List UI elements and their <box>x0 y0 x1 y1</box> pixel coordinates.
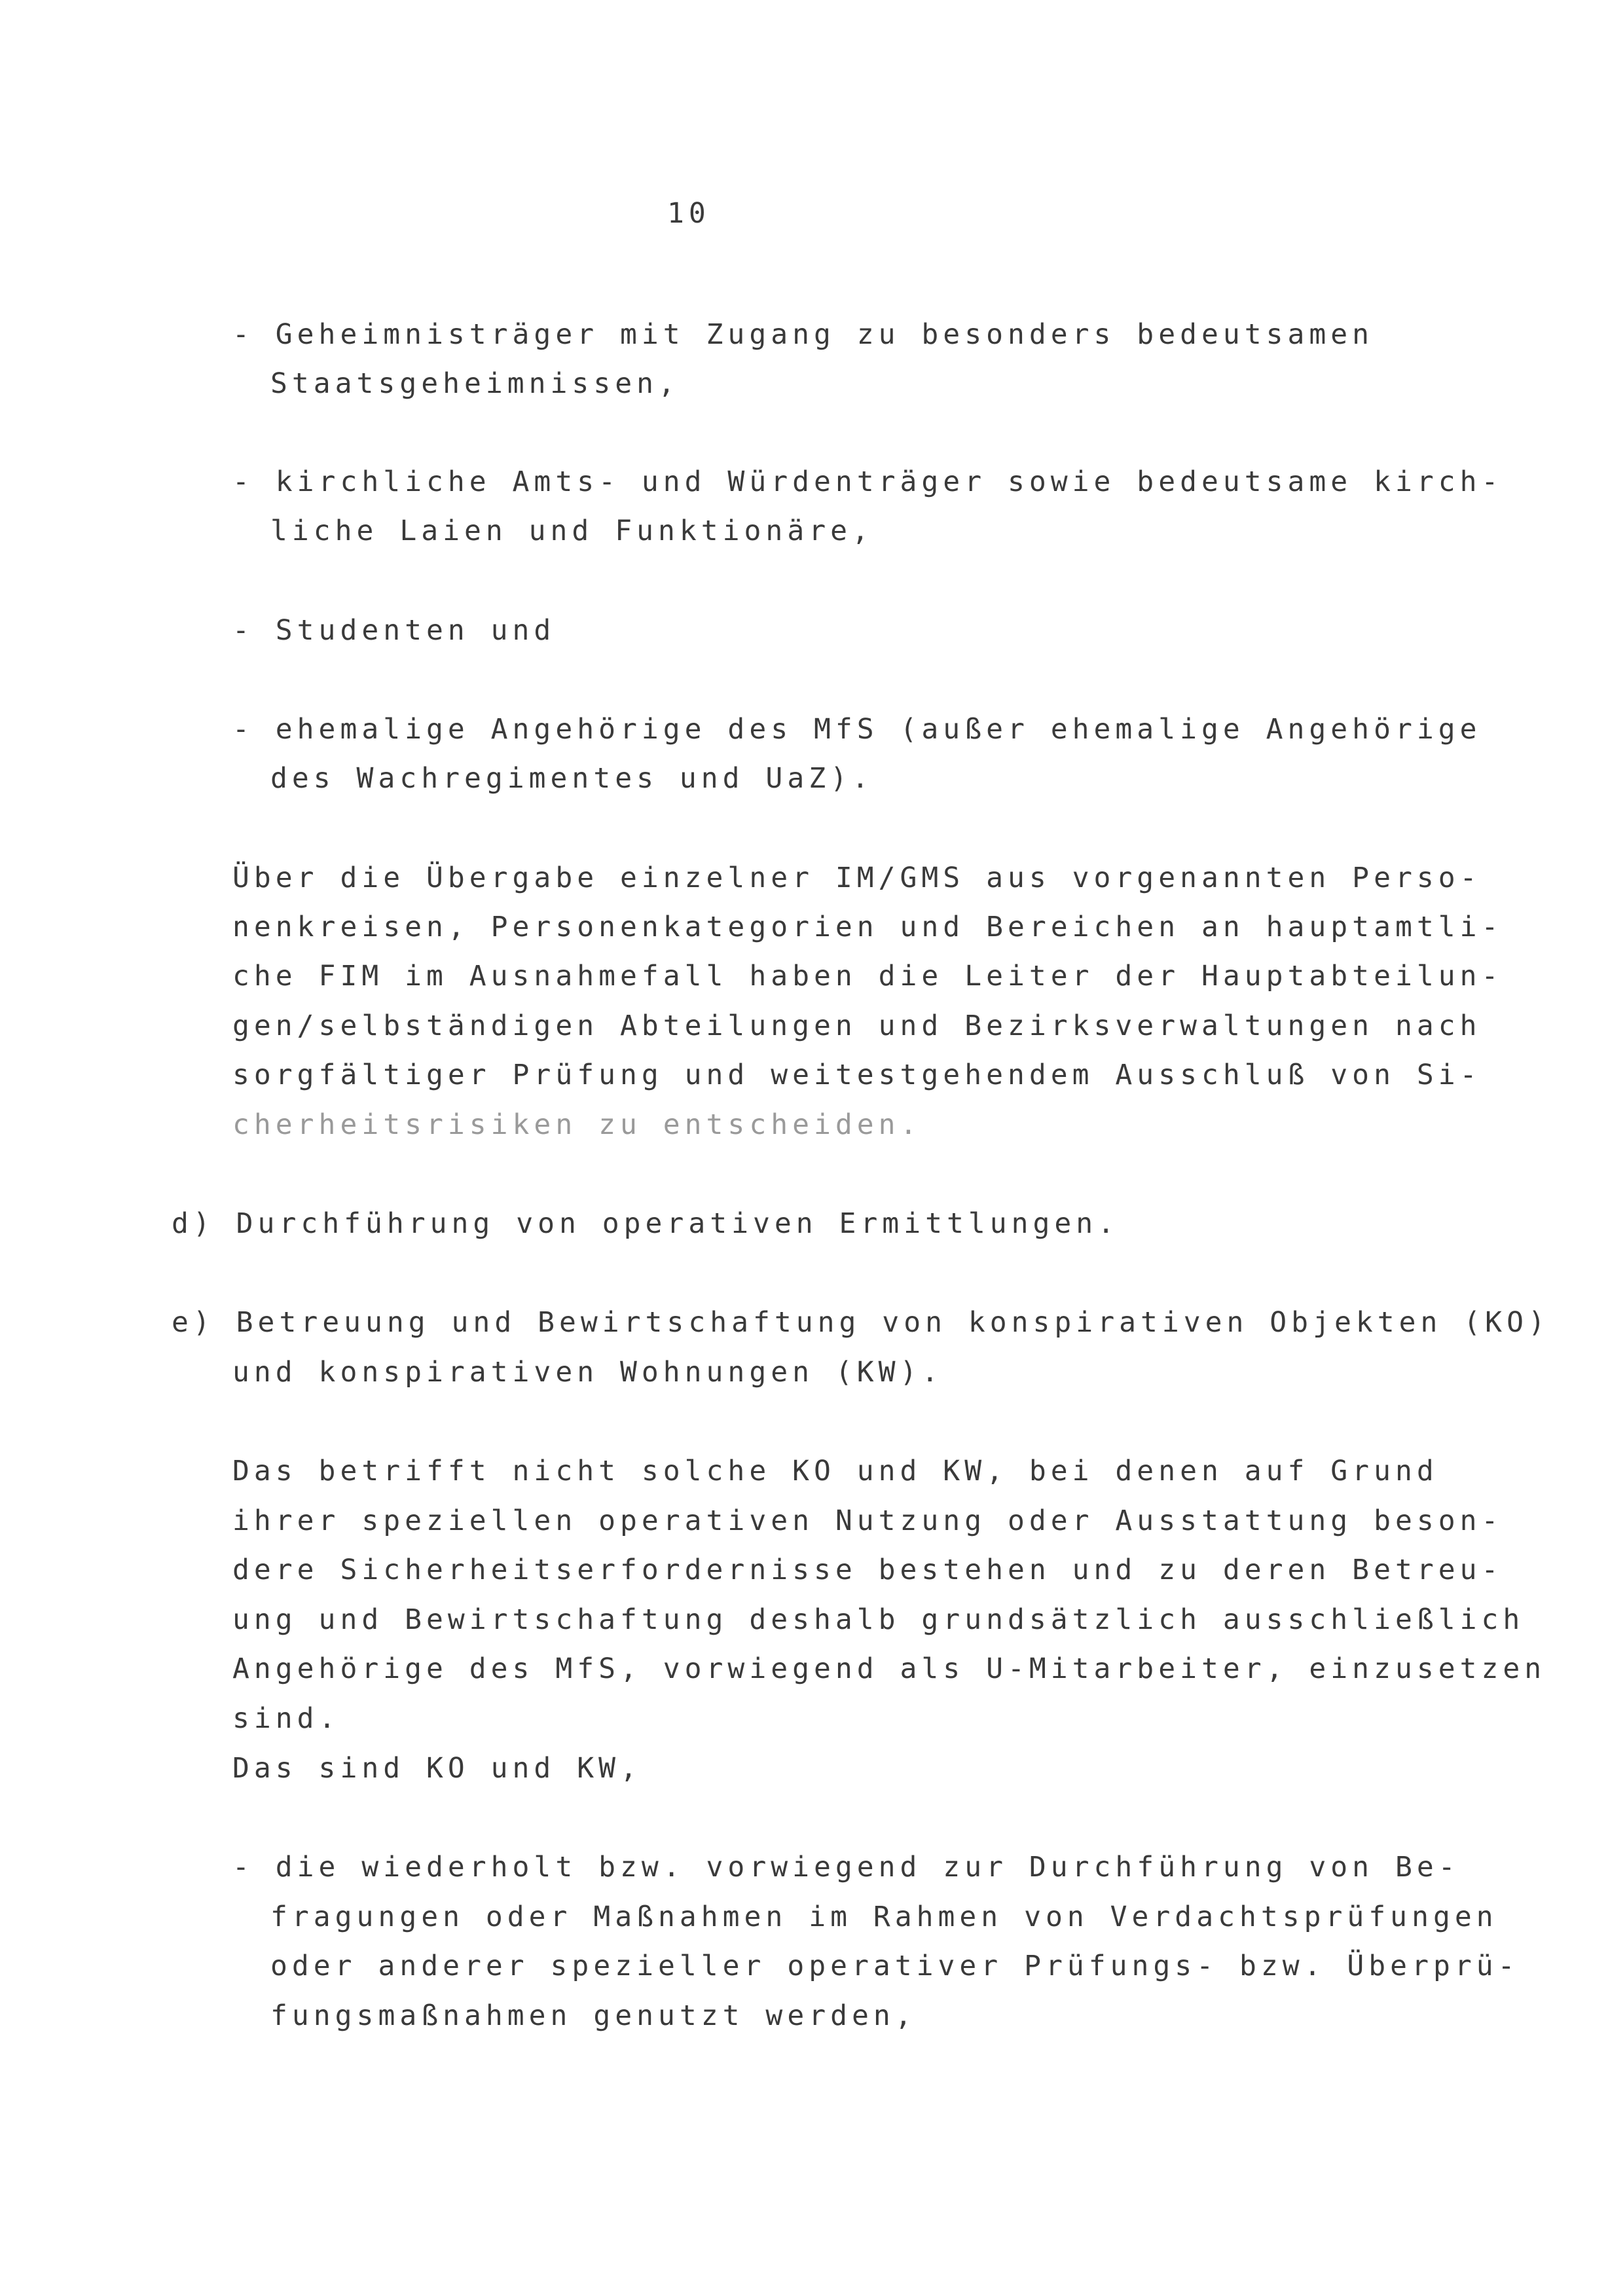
list-item-d: d) Durchführung von operativen Ermittlungen. <box>172 1207 1120 1240</box>
bullet-continuation: des Wachregimentes und UaZ). <box>270 762 873 795</box>
paragraph-line: Über die Übergabe einzelner IM/GMS aus vorgenannten Perso- <box>232 862 1482 894</box>
page-number: 10 <box>667 197 710 230</box>
bullet-continuation: liche Laien und Funktionäre, <box>270 515 873 547</box>
paragraph-line: che FIM im Ausnahmefall haben die Leiter der Hauptabteilun- <box>232 960 1503 993</box>
bullet-line: - ehemalige Angehörige des MfS (außer ehemalige Angehörige <box>232 713 1482 746</box>
paragraph-line-faded: cherheitsrisiken zu entscheiden. <box>232 1108 922 1141</box>
paragraph-line: Das betrifft nicht solche KO und KW, bei denen auf Grund <box>232 1455 1438 1487</box>
bullet-continuation: fungsmaßnahmen genutzt werden, <box>270 1999 917 2032</box>
paragraph-line: dere Sicherheitserfordernisse bestehen und zu deren Betreu- <box>232 1554 1503 1586</box>
bullet-line: - kirchliche Amts- und Würdenträger sowie bedeutsame kirch- <box>232 465 1503 498</box>
list-item-e: e) Betreuung und Bewirtschaftung von konspirativen Objekten (KO) <box>172 1306 1550 1339</box>
paragraph-line: sorgfältiger Prüfung und weitestgehendem Ausschluß von Si- <box>232 1059 1482 1091</box>
paragraph-line: ung und Bewirtschaftung deshalb grundsätzlich ausschließlich <box>232 1603 1525 1636</box>
list-item-e-continuation: und konspirativen Wohnungen (KW). <box>232 1356 943 1389</box>
bullet-continuation: oder anderer spezieller operativer Prüfungs- bzw. Überprü- <box>270 1950 1520 1982</box>
paragraph-line: gen/selbständigen Abteilungen und Bezirksverwaltungen nach <box>232 1010 1482 1042</box>
paragraph-line: nenkreisen, Personenkategorien und Bereichen an hauptamtli- <box>232 911 1503 943</box>
bullet-line: - Studenten und <box>232 614 556 647</box>
bullet-line: - Geheimnisträger mit Zugang zu besonders bedeutsamen <box>232 318 1374 351</box>
bullet-continuation: fragungen oder Maßnahmen im Rahmen von Verdachtsprüfungen <box>270 1901 1498 1933</box>
bullet-continuation: Staatsgeheimnissen, <box>270 367 680 400</box>
paragraph-line: Angehörige des MfS, vorwiegend als U-Mitarbeiter, einzusetzen <box>232 1652 1546 1685</box>
paragraph-line: ihrer speziellen operativen Nutzung oder Ausstattung beson- <box>232 1504 1503 1537</box>
paragraph-line: Das sind KO und KW, <box>232 1752 642 1785</box>
paragraph-line: sind. <box>232 1702 340 1735</box>
bullet-line: - die wiederholt bzw. vorwiegend zur Durchführung von Be- <box>232 1851 1460 1884</box>
